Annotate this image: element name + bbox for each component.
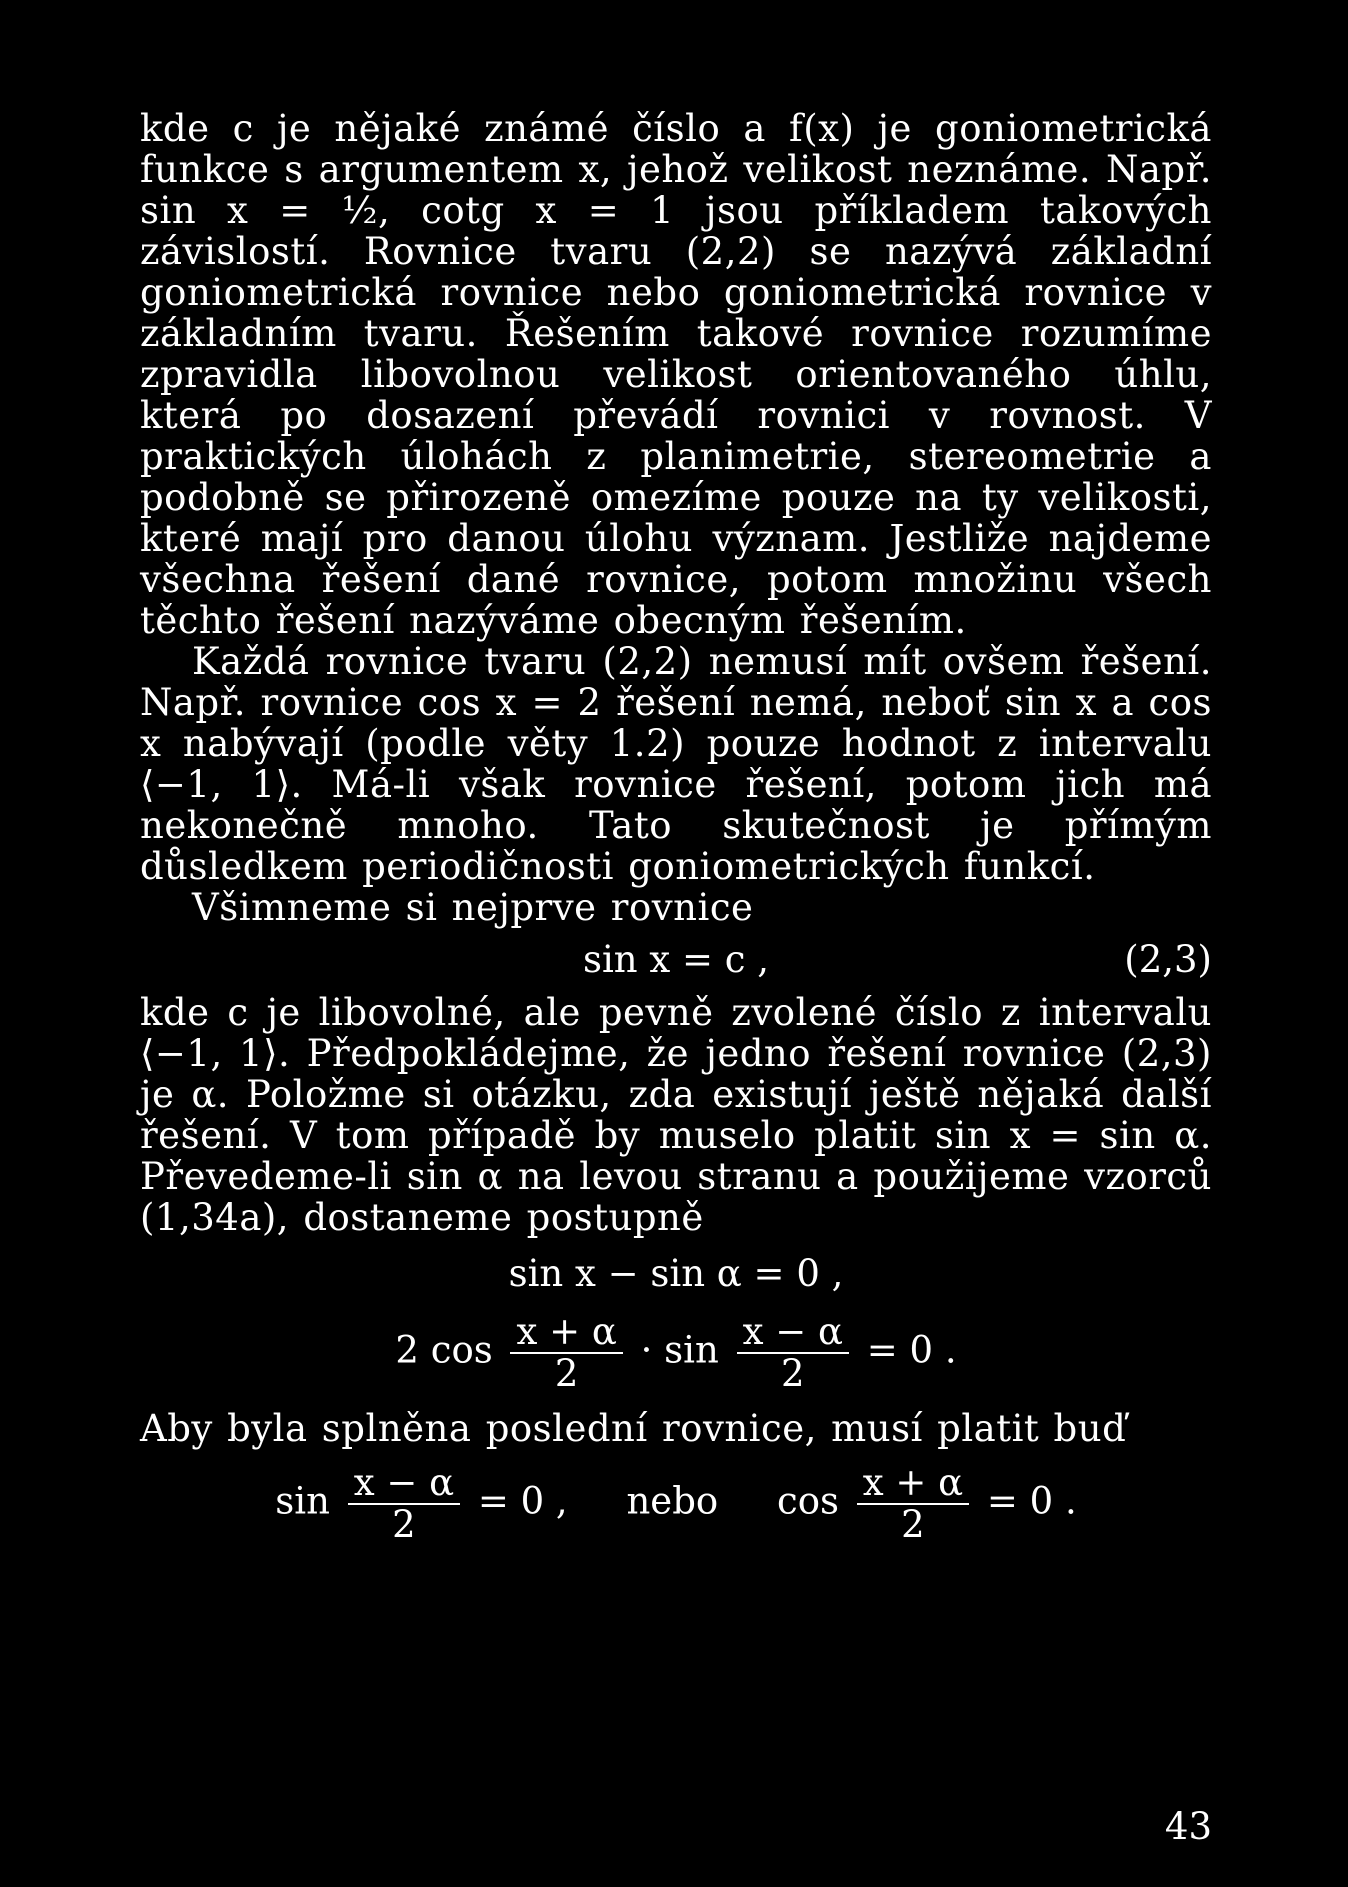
fraction-alt-1-denominator: 2 (392, 1503, 416, 1546)
fraction-alt-1 (348, 1463, 460, 1545)
equation-product-suffix: = 0 . (866, 1328, 957, 1372)
fraction-sum-numerator: x + α (510, 1312, 622, 1354)
equation-2-3-body: sin x = c , (582, 938, 770, 981)
paragraph-4: kde c je libovolné, ale pevně zvolené číslo z intervalu ⟨−1, 1⟩. Předpokládejme, že jedno řešení rovnice (2,3) je α. Položme si otázku, zda existují ještě nějaká další řešení. V tom případě by muselo platit sin x = sin α. Převedeme-li sin α na levou stranu a použijeme vzorců (1,34a), dostaneme postupně (140, 991, 1212, 1239)
fraction-alt-2-denominator: 2 (901, 1503, 925, 1546)
paragraph-5: Aby byla splněna poslední rovnice, musí platit buď (140, 1407, 1127, 1450)
fraction-sum-denominator: 2 (554, 1352, 579, 1395)
paragraph-2: Každá rovnice tvaru (2,2) nemusí mít ovšem řešení. Např. rovnice cos x = 2 řešení nemá, neboť sin x a cos x nabývají (podle věty 1.2) pouze hodnot z intervalu ⟨−1, 1⟩. Má-li však rovnice řešení, potom jich má nekonečně mnoho. Tato skutečnost je přímým důsledkem periodičnosti goniometrických funkcí. (140, 640, 1212, 888)
fraction-difference-denominator: 2 (781, 1352, 805, 1395)
fraction-alt-1-numerator: x − α (348, 1463, 460, 1505)
equation-alternatives (140, 1463, 1212, 1545)
equation-product-middle: · sin (640, 1328, 719, 1372)
fraction-sum (510, 1312, 622, 1394)
equation-difference: sin x − sin α = 0 , (508, 1252, 844, 1295)
equation-product-prefix: 2 cos (395, 1328, 493, 1372)
equation-product (140, 1312, 1212, 1394)
paragraph-1: kde c je nějaké známé číslo a f(x) je goniometrická funkce s argumentem x, jehož velikost neznáme. Např. sin x = ½, cotg x = 1 jsou příkladem takových závislostí. Rovnice tvaru (2,2) se nazývá základní goniometrická rovnice nebo goniometrická rovnice v základním tvaru. Řešením takové rovnice rozumíme zpravidla libovolnou velikost orientovaného úhlu, která po dosazení převádí rovnici v rovnost. V praktických úlohách z planimetrie, stereometrie a podobně se přirozeně omezíme pouze na ty velikosti, které mají pro danou úlohu význam. Jestliže najdeme všechna řešení dané rovnice, potom množinu všech těchto řešení nazýváme obecným řešením. (140, 107, 1212, 642)
fraction-alt-2-numerator: x + α (857, 1463, 969, 1505)
equation-2-3-label: (2,3) (1124, 938, 1212, 981)
equation-alt-suffix: = 0 . (986, 1479, 1077, 1523)
fraction-difference-numerator: x − α (737, 1312, 849, 1354)
paragraph-3: Všimneme si nejprve rovnice (192, 886, 754, 929)
fraction-difference (737, 1312, 849, 1394)
equation-alt-prefix: sin (275, 1479, 330, 1523)
document-page (140, 108, 1212, 1848)
equation-alt-middle: = 0 , nebo cos (477, 1479, 839, 1523)
equation-2-3 (140, 936, 1212, 984)
page-number: 43 (1164, 1805, 1212, 1848)
fraction-alt-2 (857, 1463, 969, 1545)
